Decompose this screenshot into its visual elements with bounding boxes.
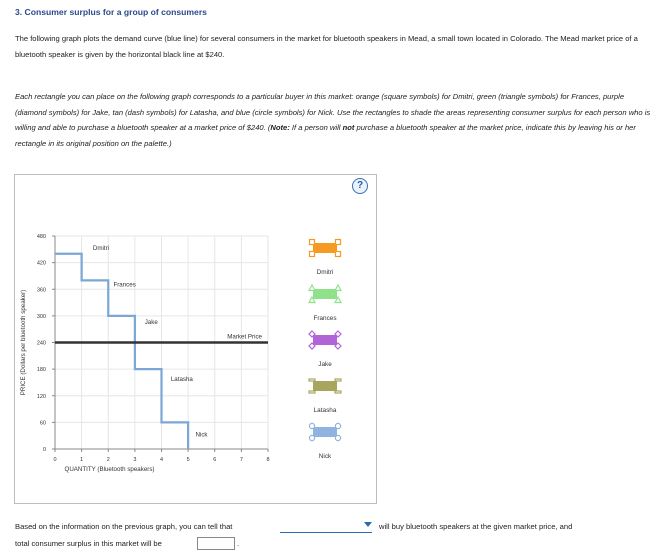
x-axis-title: QUANTITY (Bluetooth speakers) (64, 466, 155, 473)
palette-rect-latasha[interactable] (309, 379, 341, 393)
palette-rect-jake[interactable] (309, 331, 341, 349)
x-tick-label: 5 (186, 457, 190, 463)
y-tick-label: 240 (36, 340, 46, 347)
x-tick-label: 3 (133, 457, 137, 463)
palette-label: Latasha (313, 407, 337, 414)
palette-label: Jake (318, 361, 332, 368)
y-tick-label: 360 (36, 287, 46, 294)
palette-rect-dmitri[interactable] (310, 240, 341, 257)
answer-text-2: will buy bluetooth speakers at the given market price, and (379, 522, 573, 531)
x-tick-label: 4 (159, 457, 164, 463)
palette-rect-nick[interactable] (309, 423, 340, 440)
demand-step-label: Frances (113, 281, 136, 289)
x-tick-label: 1 (80, 457, 84, 463)
consumer-surplus-input[interactable] (197, 537, 235, 550)
note-label: Note: (270, 123, 290, 132)
y-tick-label: 0 (42, 447, 46, 453)
x-tick-label: 6 (213, 457, 217, 463)
demand-step-label: Nick (195, 431, 208, 439)
x-tick-label: 7 (239, 457, 243, 463)
palette-label: Frances (313, 315, 337, 322)
question-title: 3. Consumer surplus for a group of consumers (15, 7, 207, 17)
demand-step-label: Latasha (170, 376, 193, 384)
triangle-marker-icon (335, 285, 341, 291)
palette-rect-fill (313, 427, 337, 437)
square-marker-icon (310, 240, 315, 245)
not-word: not (342, 123, 355, 132)
instructions-text-c: purchase a bluetooth speaker at the market price, indicate this by leaving his or her rectangle in its original position on the palette.) (15, 123, 636, 148)
y-tick-label: 480 (36, 234, 46, 240)
triangle-marker-icon (309, 285, 315, 291)
answer-text-3: total consumer surplus in this market will be (15, 539, 162, 548)
palette-label: Nick (318, 453, 332, 460)
palette-label: Dmitri (316, 269, 334, 276)
market-price-label: Market Price (227, 333, 262, 341)
y-tick-label: 300 (36, 313, 46, 320)
x-tick-label: 8 (266, 457, 270, 463)
circle-marker-icon (309, 423, 314, 428)
dash-marker-icon (309, 379, 315, 381)
answer-period: . (237, 539, 240, 548)
dash-marker-icon (335, 379, 341, 381)
instructions-text-b: If a person will (289, 123, 343, 132)
y-tick-label: 120 (36, 393, 46, 400)
palette-rect-fill (313, 381, 337, 391)
circle-marker-icon (335, 435, 340, 440)
instructions-text-a: Each rectangle you can place on the following graph corresponds to a particular buyer in this market: orange (square symbols) for Dmitri, green (triangle symbols) for Frances, purple (diamond symbols) for Jake, tan (dash symbols) for Latasha, and blue (circle symbols) for Nick. Use the rectangles to shade the areas representing consumer surplus for each person who is willing and able to purchase a bluetooth speaker at a market price of $240. ( (15, 92, 651, 132)
y-axis-title: PRICE (Dollars per bluetooth speaker) (20, 289, 27, 396)
demand-step-label: Dmitri (92, 244, 110, 252)
answer-text-1: Based on the information on the previous graph, you can tell that (15, 522, 233, 531)
dash-marker-icon (309, 391, 315, 393)
intro-paragraph: The following graph plots the demand curve (blue line) for several consumers in the market for bluetooth speakers in Mead, a small town located in Colorado. The Mead market price of a bluetooth speaker is given by the horizontal black line at $240. (15, 34, 638, 59)
square-marker-icon (336, 240, 341, 245)
square-marker-icon (310, 252, 315, 257)
y-tick-label: 60 (39, 420, 46, 427)
palette-rect-fill (313, 289, 337, 299)
chevron-down-icon (364, 522, 372, 527)
palette-rect-fill (313, 243, 337, 253)
help-icon[interactable]: ? (352, 178, 368, 194)
circle-marker-icon (335, 423, 340, 428)
palette-rect-fill (313, 335, 337, 345)
y-tick-label: 180 (36, 367, 46, 374)
palette-rect-frances[interactable] (309, 285, 341, 303)
x-tick-label: 2 (106, 457, 110, 463)
buyers-dropdown[interactable] (280, 520, 372, 533)
x-tick-label: 0 (53, 457, 57, 463)
circle-marker-icon (309, 435, 314, 440)
dash-marker-icon (335, 391, 341, 393)
demand-step-label: Jake (144, 318, 158, 326)
square-marker-icon (336, 252, 341, 257)
y-tick-label: 420 (36, 260, 46, 267)
